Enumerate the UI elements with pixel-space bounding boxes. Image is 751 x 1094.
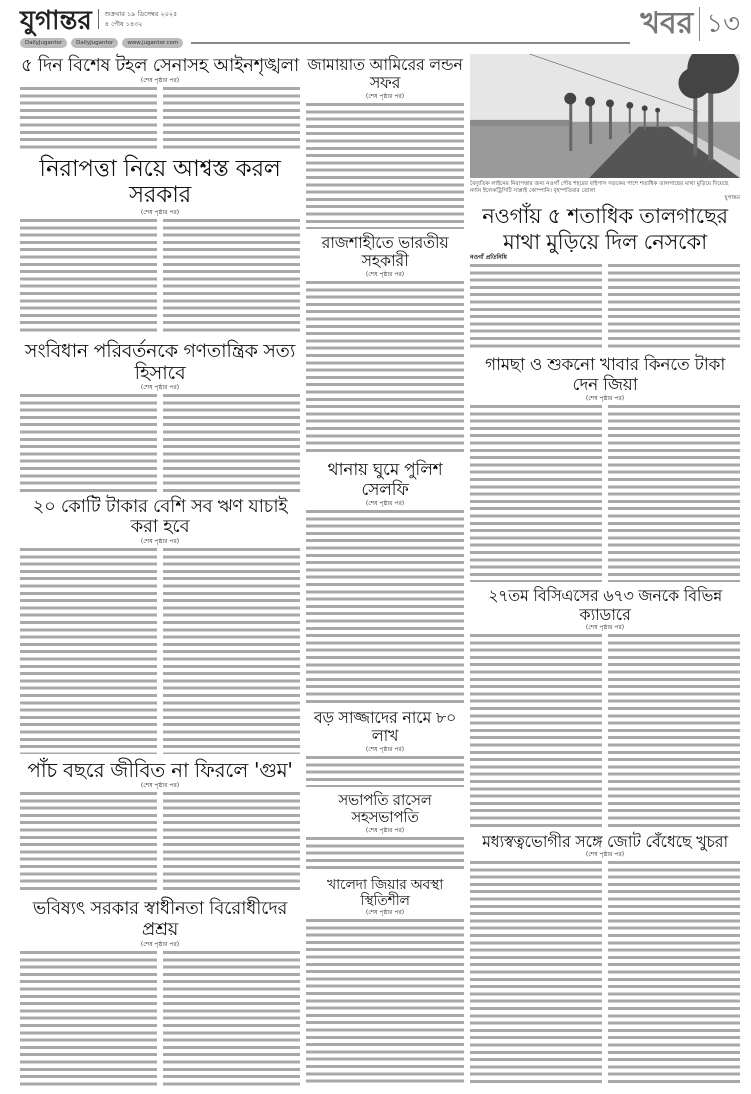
news-photo [470, 54, 740, 178]
continued-label: (শেষ পৃষ্ঠার পর) [585, 395, 625, 403]
text-column [608, 403, 740, 582]
text-column [163, 85, 300, 151]
text-column [163, 392, 300, 491]
text-column [20, 790, 157, 894]
article-body [470, 403, 740, 582]
continued-label: (শেষ পৃষ্ঠার পর) [365, 745, 405, 753]
social-facebook-link[interactable]: DailyJugantor [71, 38, 118, 48]
text-column [163, 949, 300, 1087]
social-x-link[interactable]: DailyJugantor [20, 38, 67, 48]
date-gregorian: শুক্রবার ১৯ ডিসেম্বর ২০২৫ [104, 10, 178, 18]
text-column [608, 632, 740, 828]
text-column [163, 217, 300, 336]
text-column [306, 917, 464, 1087]
text-column [20, 217, 157, 336]
continued-label: (শেষ পৃষ্ঠার পর) [585, 850, 625, 858]
masthead [20, 6, 740, 52]
article [306, 459, 464, 707]
page-number: ১৩ [706, 9, 740, 39]
article-body [20, 217, 300, 336]
text-column [470, 262, 602, 351]
article [470, 202, 740, 354]
headline: গামছা ও শুকনো খাবার কিনতে টাকা দেন জিয়া [484, 355, 726, 395]
text-column [20, 392, 157, 491]
section-label [640, 6, 740, 42]
article-body [470, 262, 740, 351]
article [470, 354, 740, 585]
headline: খালেদা জিয়ার অবস্থা স্থিতিশীল [326, 877, 444, 910]
text-column [608, 859, 740, 1087]
article-body [20, 546, 300, 754]
continued-label: (শেষ পৃষ্ঠার পর) [140, 940, 180, 948]
article-body [20, 392, 300, 491]
article [20, 54, 300, 154]
article [306, 232, 464, 459]
article [20, 757, 300, 897]
text-column [470, 859, 602, 1087]
article [306, 54, 464, 232]
headline: মধ্যস্বত্বভোগীর সঙ্গে জোট বেঁধেছে খুচরা [482, 831, 728, 851]
jugantor-logo: যুগান্তর [20, 6, 92, 36]
continued-label: (শেষ পৃষ্ঠার পর) [140, 76, 180, 84]
text-column [306, 101, 464, 229]
right-section [470, 54, 740, 1090]
article [306, 707, 464, 790]
text-column [470, 403, 602, 582]
photo-credit: যুগান্তর [724, 195, 740, 201]
article-body [306, 508, 464, 704]
article [20, 339, 300, 495]
article-body [306, 754, 464, 787]
text-column [306, 754, 464, 787]
article-body [306, 917, 464, 1087]
text-column [20, 949, 157, 1087]
social-bar [20, 38, 630, 48]
article [470, 585, 740, 830]
headline: জামায়াত আমিরের লন্ডন সফর [307, 55, 463, 93]
masthead-left [20, 6, 630, 48]
continued-label: (শেষ পৃষ্ঠার পর) [585, 623, 625, 631]
header-rule [191, 42, 630, 44]
continued-label: (শেষ পৃষ্ঠার পর) [365, 270, 405, 278]
text-column [608, 262, 740, 351]
date-bengali: ৪ পৌষ ১৪৩২ [104, 20, 143, 28]
article-body [470, 859, 740, 1087]
headline: ২০ কোটি টাকার বেশি সব ঋণ যাচাই করা হবে [32, 495, 288, 538]
headline: বড় সাজ্জাদের নামে ৮০ লাখ [313, 708, 457, 746]
continued-label: (শেষ পৃষ্ঠার পর) [365, 909, 405, 917]
headline: সভাপতি রাসেল সহসভাপতি [338, 791, 432, 827]
left-section [20, 54, 300, 1090]
article [306, 875, 464, 1090]
headline: ২৭তম বিসিএসের ৬৭৩ জনকে বিভিন্ন ক্যাডারে [488, 586, 722, 624]
text-column [306, 279, 464, 456]
headline-line-2: মাথা মুড়িয়ে দিল নেসকো [503, 230, 707, 255]
article [20, 154, 300, 339]
headline: ভবিষ্যৎ সরকার স্বাধীনতা বিরোধীদের প্রশ্রয় [32, 898, 288, 940]
headline: থানায় ঘুমে পুলিশ সেলফি [327, 460, 443, 500]
article-body [20, 85, 300, 151]
article-body [306, 101, 464, 229]
text-column [20, 546, 157, 754]
byline: নওগাঁ প্রতিনিধি [470, 254, 507, 262]
text-column [306, 508, 464, 704]
text-column [20, 85, 157, 151]
issue-date [98, 9, 178, 29]
article [470, 831, 740, 1091]
headline: সংবিধান পরিবর্তনকে গণতান্ত্রিক সত্য হিসাবে [24, 339, 296, 384]
text-column [163, 790, 300, 894]
continued-label: (শেষ পৃষ্ঠার পর) [140, 782, 180, 790]
headline-line-1: নওগাঁয় ৫ শতাধিক তালগাছের [482, 204, 728, 228]
masthead-top [20, 6, 630, 36]
headline: নিরাপত্তা নিয়ে আশ্বস্ত করল সরকার [39, 155, 281, 209]
article [20, 897, 300, 1090]
continued-label: (শেষ পৃষ্ঠার পর) [140, 208, 180, 216]
article-body [306, 835, 464, 873]
website-link[interactable]: www.jugantor.com [122, 38, 183, 48]
continued-label: (শেষ পৃষ্ঠার পর) [365, 826, 405, 834]
headline: রাজশাহীতে ভারতীয় সহকারী [321, 233, 449, 271]
text-column [163, 546, 300, 754]
headline: ৫ দিন বিশেষ টহল সেনাসহ আইনশৃঙ্খলা [21, 55, 299, 76]
continued-label: (শেষ পৃষ্ঠার পর) [365, 92, 405, 100]
article [20, 495, 300, 758]
section-title: খবর [640, 6, 694, 41]
article-body [20, 949, 300, 1087]
text-column [306, 835, 464, 873]
continued-label: (শেষ পৃষ্ঠার পর) [140, 537, 180, 545]
continued-label: (শেষ পৃষ্ঠার পর) [365, 500, 405, 508]
header-divider [699, 7, 700, 41]
article-body [470, 632, 740, 828]
photo-caption: বৈদ্যুতিক লাইনের নিরাপত্তার জন্য নওগাঁ পৌর শহরের বাইপাস সড়কের পাশে শতাধিক তালগাছের মাথা মুড়িয়ে দিয়েছে নর্দান ইলেকট্রিসিটি সাপ্লাই কোম্পানি। বৃহস্পতিবার তোলা [470, 181, 729, 194]
article-body [20, 790, 300, 894]
article-body [306, 279, 464, 456]
continued-label: (শেষ পৃষ্ঠার পর) [140, 384, 180, 392]
middle-section [306, 54, 464, 1090]
headline: পাঁচ বছরে জীবিত না ফিরলে 'গুম' [27, 758, 293, 783]
article [306, 790, 464, 875]
text-column [470, 632, 602, 828]
